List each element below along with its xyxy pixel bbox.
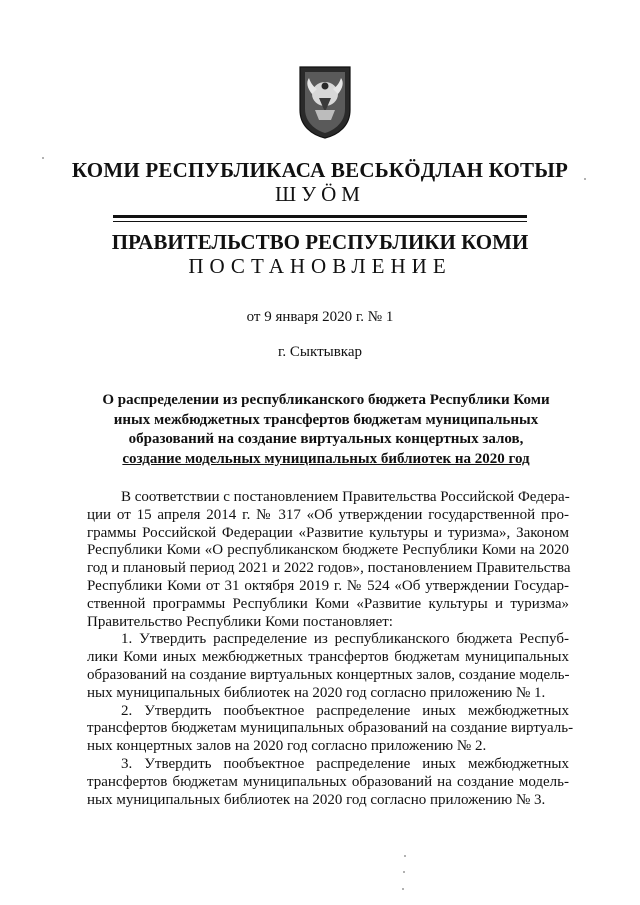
header-divider-thick: [113, 215, 527, 218]
scan-speck: [403, 871, 405, 873]
government-name: ПРАВИТЕЛЬСТВО РЕСПУБЛИКИ КОМИ: [111, 230, 529, 254]
coat-of-arms-komi-icon: [297, 64, 353, 140]
body-line: трансфертов бюджетам муниципальных образований на создание виртуаль-: [87, 720, 574, 737]
scan-speck: [584, 178, 586, 180]
body-line: 1. Утвердить распределение из республиканского бюджета Респуб-: [121, 631, 569, 648]
body-line: ных концертных залов на 2020 год согласно приложению № 2.: [87, 738, 487, 755]
heading-line: иных межбюджетных трансфертов бюджетам муниципальных: [113, 411, 539, 428]
scan-speck: [402, 888, 404, 890]
body-line: ственной программы Республики Коми «Развитие культуры и туризма»: [87, 595, 569, 612]
body-line: Правительство Республики Коми постановляет:: [87, 613, 393, 630]
heading-line: создание модельных муниципальных библиотек на 2020 год: [122, 450, 530, 467]
body-line: граммы Российской Федерации «Развитие культуры и туризма», Законом: [87, 524, 569, 541]
document-body: [87, 489, 574, 809]
document-date-number: от 9 января 2020 г. № 1: [246, 309, 394, 325]
heading-line: образований на создание виртуальных концертных залов,: [128, 431, 524, 447]
document-heading: [96, 391, 556, 469]
body-line: Республики Коми от 31 октября 2019 г. № 524 «Об утверждении Государ-: [87, 577, 569, 594]
scan-speck: [42, 157, 44, 159]
document-city: г. Сыктывкар: [277, 344, 363, 360]
komi-government-name: КОМИ РЕСПУБЛИКАСА ВЕСЬКӦДЛАН КОТЫР: [71, 158, 569, 182]
heading-line: О распределении из республиканского бюджета Республики Коми: [102, 392, 550, 408]
body-line: 2. Утвердить пообъектное распределение иных межбюджетных: [121, 702, 569, 719]
body-line: образований на создание виртуальных концертных залов, создание модель-: [87, 666, 570, 683]
body-line: В соответствии с постановлением Правительства Российской Федера-: [121, 489, 570, 505]
body-line: год и плановый период 2021 и 2022 годов», постановлением Правительства: [87, 560, 571, 577]
document-type: ПОСТАНОВЛЕНИЕ: [188, 254, 452, 278]
body-line: ных муниципальных библиотек на 2020 год согласно приложению № 3.: [87, 791, 546, 808]
body-line: Республики Коми «О республиканском бюджете Республики Коми на 2020: [87, 542, 569, 559]
komi-document-type: ШУӦМ: [275, 182, 365, 206]
header-divider-thin: [113, 221, 527, 222]
body-line: 3. Утвердить пообъектное распределение иных межбюджетных: [121, 755, 569, 772]
scan-speck: [404, 855, 406, 857]
body-line: лики Коми иных межбюджетных трансфертов бюджетам муниципальных: [87, 649, 569, 666]
body-line: ции от 15 апреля 2014 г. № 317 «Об утверждении государственной про-: [87, 506, 569, 523]
body-line: трансфертов бюджетам муниципальных образований на создание модель-: [87, 773, 569, 790]
body-line: ных муниципальных библиотек на 2020 год согласно приложению № 1.: [87, 684, 546, 701]
